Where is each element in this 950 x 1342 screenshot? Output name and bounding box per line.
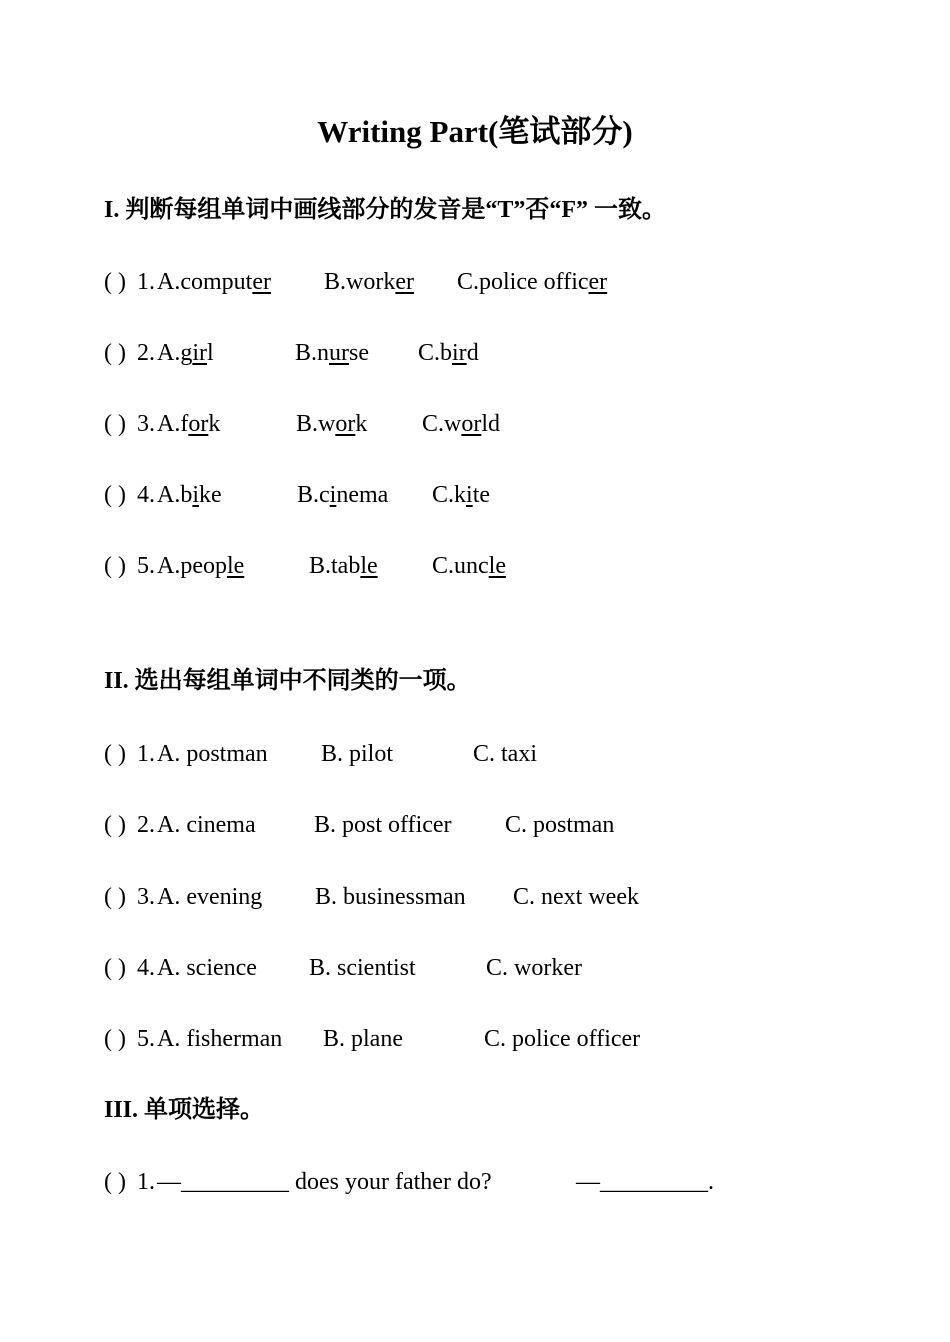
answer-blank[interactable]: ( ) xyxy=(104,955,126,981)
section-2-item-4 xyxy=(104,951,904,985)
section-1-item-1 xyxy=(104,265,904,299)
item-number: 4. xyxy=(137,955,155,981)
answer-blank[interactable]: ( ) xyxy=(104,553,126,579)
option-b: B.work xyxy=(296,411,368,437)
option-a: A.girl xyxy=(157,340,214,366)
option-c: C.uncle xyxy=(432,553,506,579)
item-number: 5. xyxy=(137,553,155,579)
item-number: 3. xyxy=(137,411,155,437)
answer-blank[interactable]: ( ) xyxy=(104,482,126,508)
section-2-item-2 xyxy=(104,808,904,842)
option-a: A.people xyxy=(157,553,245,579)
item-number: 3. xyxy=(137,884,155,910)
option-a: A. cinema xyxy=(157,812,256,838)
option-b: B.worker xyxy=(324,269,414,295)
option-c: C.world xyxy=(422,411,501,437)
section-1-item-3 xyxy=(104,407,904,441)
section-1-heading: I. 判断每组单词中画线部分的发音是“T”否“F” 一致。 xyxy=(104,197,667,223)
option-b: B. pilot xyxy=(321,741,394,767)
item-number: 5. xyxy=(137,1026,155,1052)
answer-blank[interactable]: ( ) xyxy=(104,812,126,838)
option-c: C.police officer xyxy=(457,269,608,295)
answer-blank[interactable]: ( ) xyxy=(104,1169,126,1195)
section-2-item-1 xyxy=(104,737,904,771)
section-3-item-1 xyxy=(104,1165,904,1199)
item-number: 2. xyxy=(137,340,155,366)
option-c: C. next week xyxy=(513,884,639,910)
section-2-heading: II. 选出每组单词中不同类的一项。 xyxy=(104,668,471,694)
option-b: B. plane xyxy=(323,1026,403,1052)
option-a: A. evening xyxy=(157,884,263,910)
section-2-item-5 xyxy=(104,1022,904,1056)
option-c: C. postman xyxy=(505,812,615,838)
section-1-item-2 xyxy=(104,336,904,370)
answer-blank[interactable]: ( ) xyxy=(104,1026,126,1052)
option-c: C.kite xyxy=(432,482,491,508)
answer-text: —_________. xyxy=(576,1169,714,1195)
option-a: A.bike xyxy=(157,482,222,508)
option-a: A. postman xyxy=(157,741,268,767)
question-text: —_________ does your father do? xyxy=(157,1169,492,1195)
answer-blank[interactable]: ( ) xyxy=(104,741,126,767)
option-b: B. post officer xyxy=(314,812,452,838)
section-3-heading: III. 单项选择。 xyxy=(104,1097,265,1123)
option-c: C. worker xyxy=(486,955,582,981)
option-c: C. police officer xyxy=(484,1026,641,1052)
option-a: A.computer xyxy=(157,269,271,295)
item-number: 1. xyxy=(137,1169,155,1195)
answer-blank[interactable]: ( ) xyxy=(104,411,126,437)
option-a: A. science xyxy=(157,955,257,981)
section-1-item-5 xyxy=(104,549,904,583)
option-b: B. businessman xyxy=(315,884,466,910)
option-a: A.fork xyxy=(157,411,221,437)
section-2-item-3 xyxy=(104,880,904,914)
answer-blank[interactable]: ( ) xyxy=(104,340,126,366)
option-c: C. taxi xyxy=(473,741,537,767)
option-b: B. scientist xyxy=(309,955,416,981)
answer-blank[interactable]: ( ) xyxy=(104,884,126,910)
option-a: A. fisherman xyxy=(157,1026,283,1052)
option-b: B.nurse xyxy=(295,340,370,366)
option-b: B.cinema xyxy=(297,482,389,508)
answer-blank[interactable]: ( ) xyxy=(104,269,126,295)
item-number: 1. xyxy=(137,269,155,295)
item-number: 4. xyxy=(137,482,155,508)
item-number: 1. xyxy=(137,741,155,767)
page-title: Writing Part(笔试部分) xyxy=(317,114,633,149)
option-c: C.bird xyxy=(418,340,479,366)
option-b: B.table xyxy=(309,553,378,579)
section-1-item-4 xyxy=(104,478,904,512)
item-number: 2. xyxy=(137,812,155,838)
